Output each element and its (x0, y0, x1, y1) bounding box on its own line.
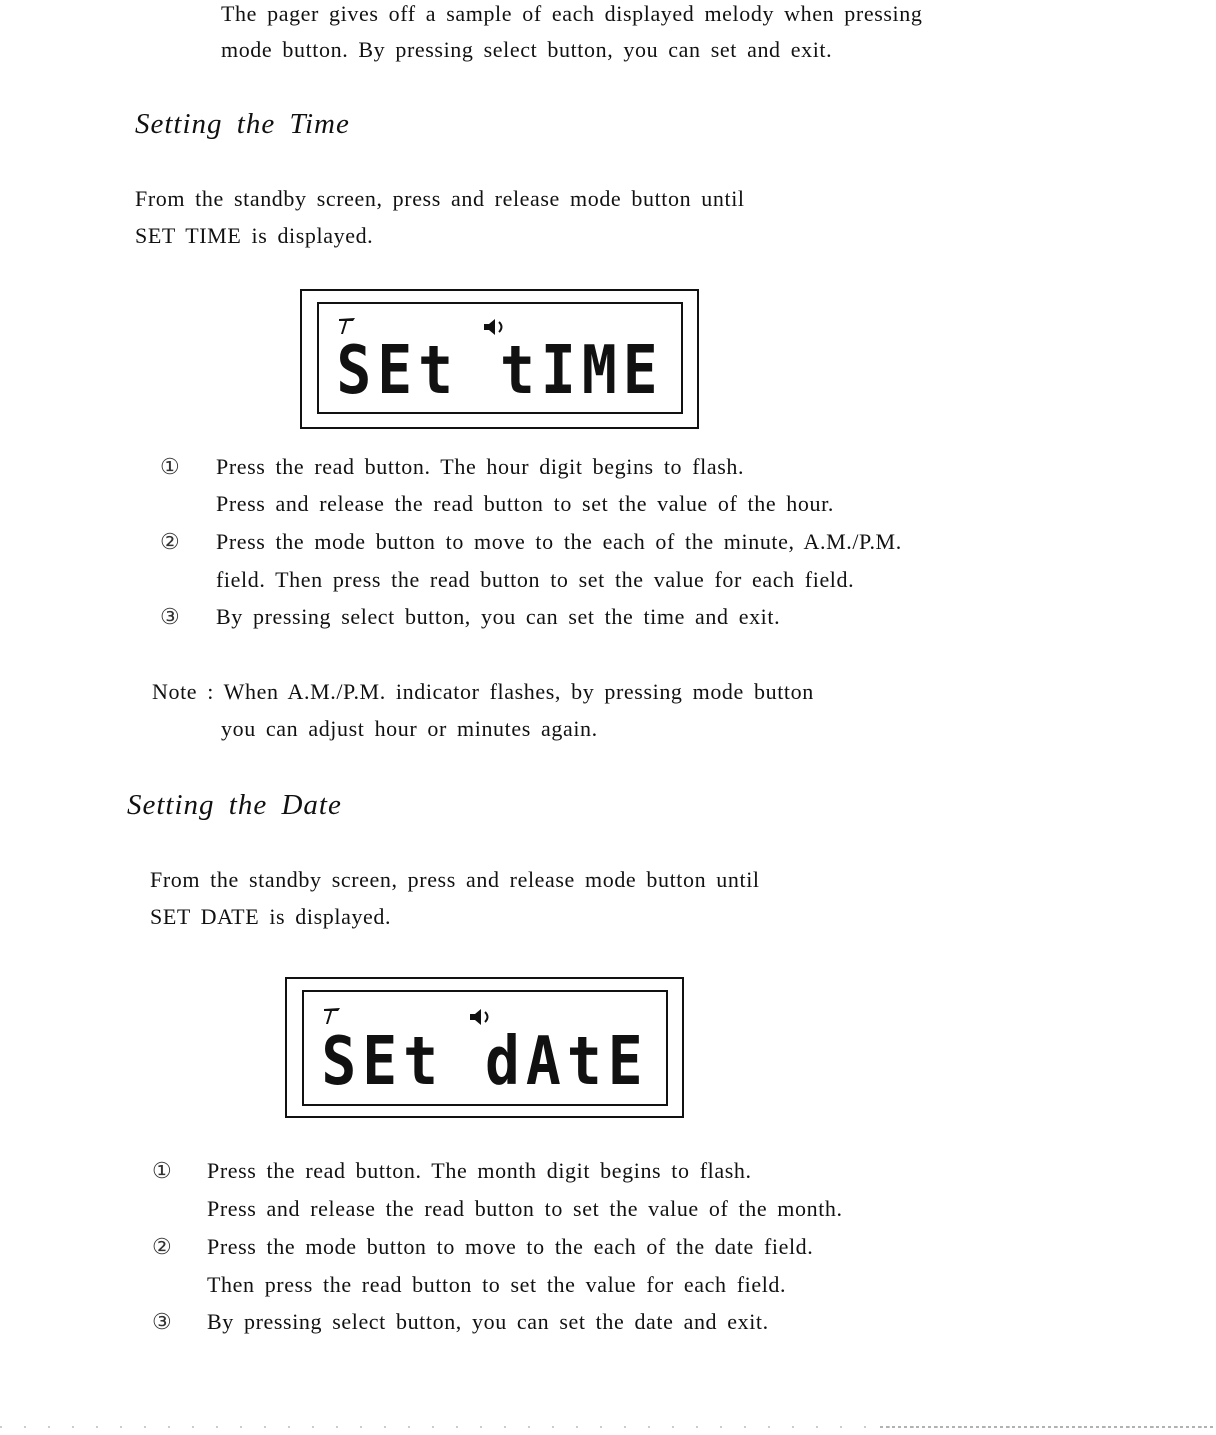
date-desc-line-1: From the standby screen, press and release mode button until (150, 867, 760, 892)
time-step-3-number: ③ (160, 604, 180, 629)
time-step-1-line-2: Press and release the read button to set the value of the hour. (216, 491, 834, 516)
time-step-2-line-2: field. Then press the read button to set the value for each field. (216, 567, 855, 592)
lcd-display-set-date (285, 977, 684, 1118)
intro-line-2: mode button. By pressing select button, you can set and exit. (221, 37, 833, 62)
time-step-1-number: ① (160, 454, 180, 479)
date-step-2-number: ② (152, 1234, 172, 1259)
time-step-2-number: ② (160, 529, 180, 554)
lcd-display-set-time (300, 289, 699, 429)
date-step-1-line-1: Press the read button. The month digit begins to flash. (207, 1158, 752, 1183)
date-step-2-line-2: Then press the read button to set the value for each field. (207, 1272, 787, 1297)
lcd-screen (302, 990, 668, 1106)
time-step-2-line-1: Press the mode button to move to the each of the minute, A.M./P.M. (216, 529, 902, 554)
time-step-1-line-1: Press the read button. The hour digit begins to flash. (216, 454, 745, 479)
time-section-heading: Setting the Time (135, 108, 350, 140)
intro-line-1: The pager gives off a sample of each displayed melody when pressing (221, 1, 923, 26)
time-desc-line-2: SET TIME is displayed. (135, 223, 374, 248)
time-desc-line-1: From the standby screen, press and release mode button until (135, 186, 745, 211)
time-step-3-line-1: By pressing select button, you can set the time and exit. (216, 604, 781, 629)
lcd-screen (317, 302, 683, 414)
date-step-1-line-2: Press and release the read button to set the value of the month. (207, 1196, 843, 1221)
note-line-2: you can adjust hour or minutes again. (221, 716, 598, 741)
date-step-3-line-1: By pressing select button, you can set the date and exit. (207, 1309, 769, 1334)
note-line-1: Note : When A.M./P.M. indicator flashes, by pressing mode button (152, 679, 814, 704)
date-section-heading: Setting the Date (127, 789, 342, 821)
lcd-text: SEt dAtE (321, 1021, 649, 1101)
lcd-text: SEt tIME (336, 330, 664, 410)
date-step-3-number: ③ (152, 1309, 172, 1334)
date-desc-line-2: SET DATE is displayed. (150, 904, 392, 929)
date-step-2-line-1: Press the mode button to move to the each of the date field. (207, 1234, 814, 1259)
scan-artifact-divider (0, 1425, 1216, 1429)
date-step-1-number: ① (152, 1158, 172, 1183)
